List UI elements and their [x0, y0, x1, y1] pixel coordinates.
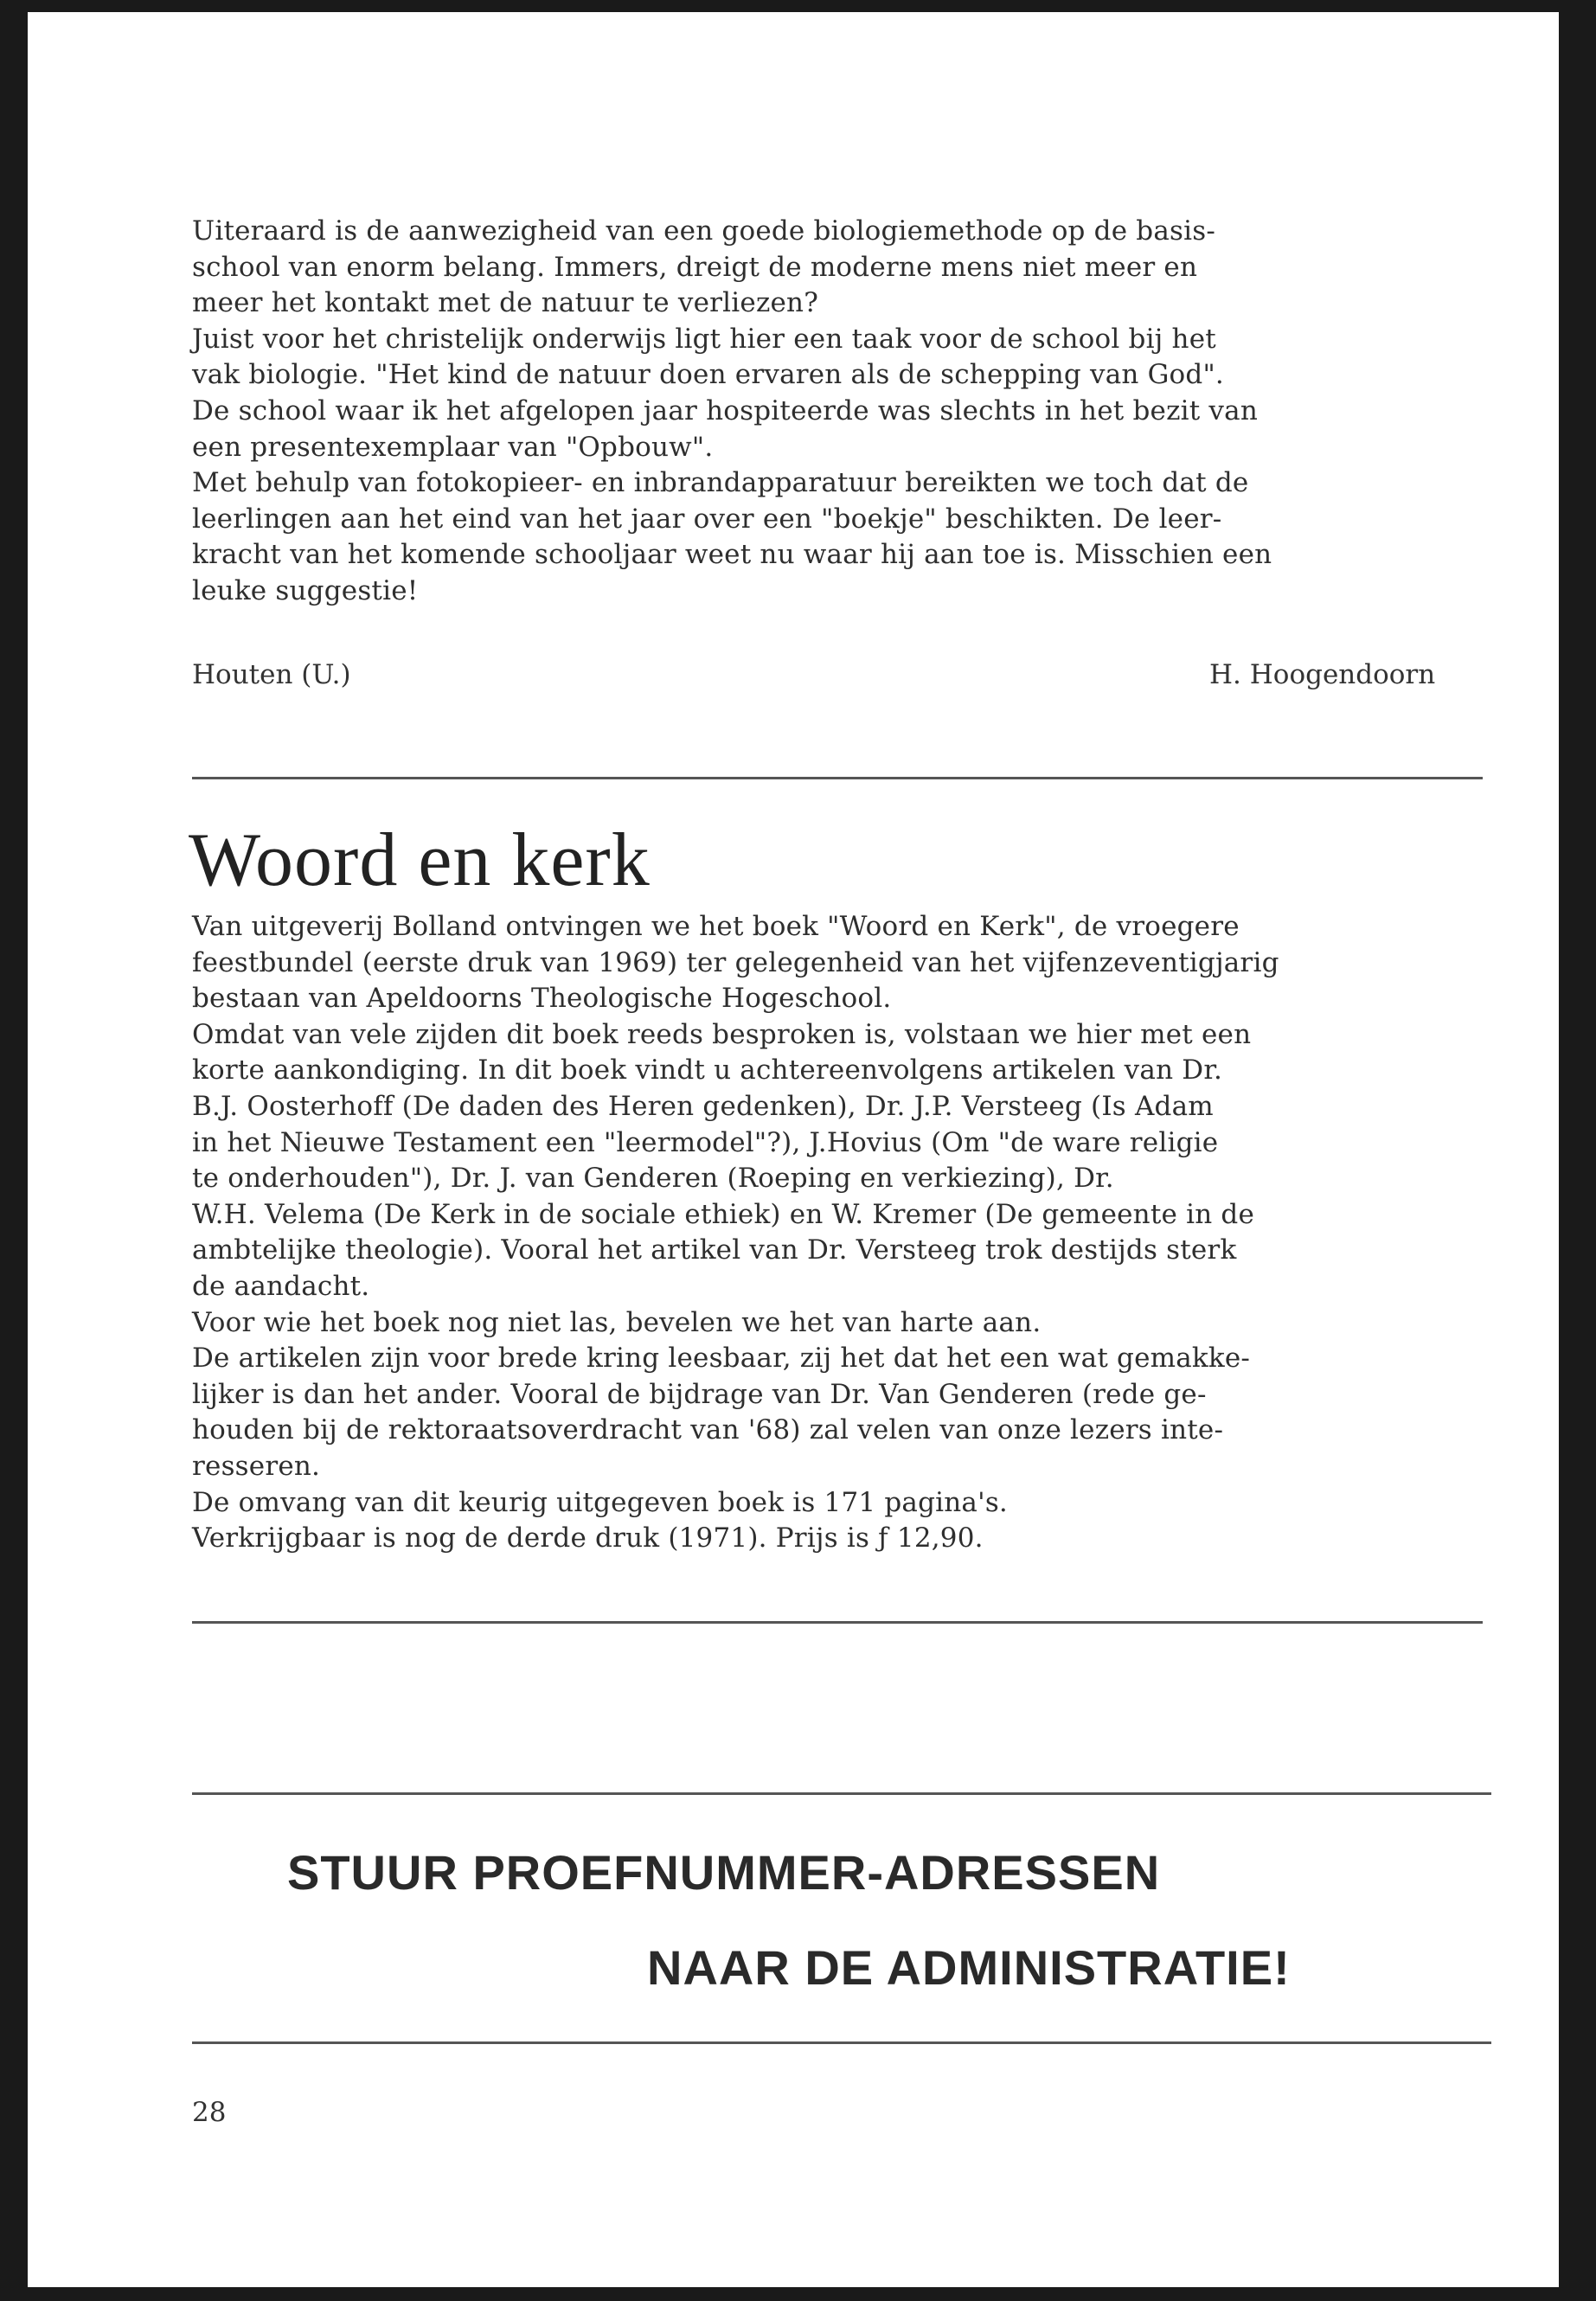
article-text-line: Verkrijgbaar is nog de derde druk (1971). Prijs is ƒ 12,90. — [192, 1522, 984, 1554]
signature-author: H. Hoogendoorn — [1209, 659, 1436, 690]
intro-text-line: leerlingen aan het eind van het jaar over een "boekje" beschikten. De leer- — [192, 503, 1222, 535]
article-text-line: Van uitgeverij Bolland ontvingen we het boek "Woord en Kerk", de vroegere — [192, 911, 1240, 942]
article-title: Woord en kerk — [189, 818, 651, 902]
section-divider-top — [192, 777, 1483, 779]
banner-line-2: NAAR DE ADMINISTRATIE! — [647, 1940, 1291, 1995]
article-text-line: B.J. Oosterhoff (De daden des Heren gedenken), Dr. J.P. Versteeg (Is Adam — [192, 1091, 1214, 1122]
article-text-line: De omvang van dit keurig uitgegeven boek is 171 pagina's. — [192, 1486, 1008, 1518]
intro-text-line: leuke suggestie! — [192, 575, 419, 606]
article-text-line: te onderhouden"), Dr. J. van Genderen (Roeping en verkiezing), Dr. — [192, 1163, 1114, 1195]
document-page — [28, 12, 1559, 2287]
article-text-line: W.H. Velema (De Kerk in de sociale ethiek) en W. Kremer (De gemeente in de — [192, 1198, 1255, 1230]
article-text-line: Voor wie het boek nog niet las, bevelen we het van harte aan. — [192, 1306, 1042, 1338]
intro-text-line: Met behulp van fotokopieer- en inbrandapparatuur bereikten we toch dat de — [192, 467, 1249, 499]
article-text-line: Omdat van vele zijden dit boek reeds besproken is, volstaan we hier met een — [192, 1018, 1252, 1050]
intro-text-line: Juist voor het christelijk onderwijs ligt hier een taak voor de school bij het — [192, 323, 1216, 355]
article-text-line: korte aankondiging. In dit boek vindt u achtereenvolgens artikelen van Dr. — [192, 1054, 1223, 1086]
article-text-line: houden bij de rektoraatsoverdracht van '68) zal velen van onze lezers inte- — [192, 1414, 1224, 1446]
intro-text-line: vak biologie. "Het kind de natuur doen ervaren als de schepping van God". — [192, 359, 1224, 391]
banner-rule-bottom — [192, 2041, 1491, 2044]
intro-text-line: Uiteraard is de aanwezigheid van een goede biologiemethode op de basis- — [192, 215, 1216, 247]
intro-text-line: school van enorm belang. Immers, dreigt de moderne mens niet meer en — [192, 251, 1198, 283]
article-text-line: ambtelijke theologie). Vooral het artikel van Dr. Versteeg trok destijds sterk — [192, 1234, 1237, 1266]
article-text-line: feestbundel (eerste druk van 1969) ter gelegenheid van het vijfenzeventigjarig — [192, 946, 1279, 978]
article-text-line: lijker is dan het ander. Vooral de bijdrage van Dr. Van Genderen (rede ge- — [192, 1378, 1207, 1410]
banner-rule-top — [192, 1792, 1491, 1795]
article-text-line: De artikelen zijn voor brede kring leesbaar, zij het dat het een wat gemakke- — [192, 1343, 1251, 1375]
intro-text-line: De school waar ik het afgelopen jaar hospiteerde was slechts in het bezit van — [192, 395, 1258, 426]
section-divider-bottom — [192, 1621, 1483, 1624]
intro-text-line: kracht van het komende schooljaar weet nu waar hij aan toe is. Misschien een — [192, 539, 1272, 571]
signature-place: Houten (U.) — [192, 659, 351, 690]
intro-text-line: meer het kontakt met de natuur te verliezen? — [192, 287, 819, 319]
article-text-line: bestaan van Apeldoorns Theologische Hogeschool. — [192, 983, 892, 1015]
article-text-line: in het Nieuwe Testament een "leermodel"?), J.Hovius (Om "de ware religie — [192, 1126, 1219, 1158]
page-number: 28 — [192, 2097, 227, 2128]
article-text-line: de aandacht. — [192, 1271, 370, 1302]
banner-line-1: STUUR PROEFNUMMER-ADRESSEN — [287, 1845, 1161, 1900]
intro-text-line: een presentexemplaar van "Opbouw". — [192, 431, 714, 463]
article-text-line: resseren. — [192, 1451, 321, 1482]
